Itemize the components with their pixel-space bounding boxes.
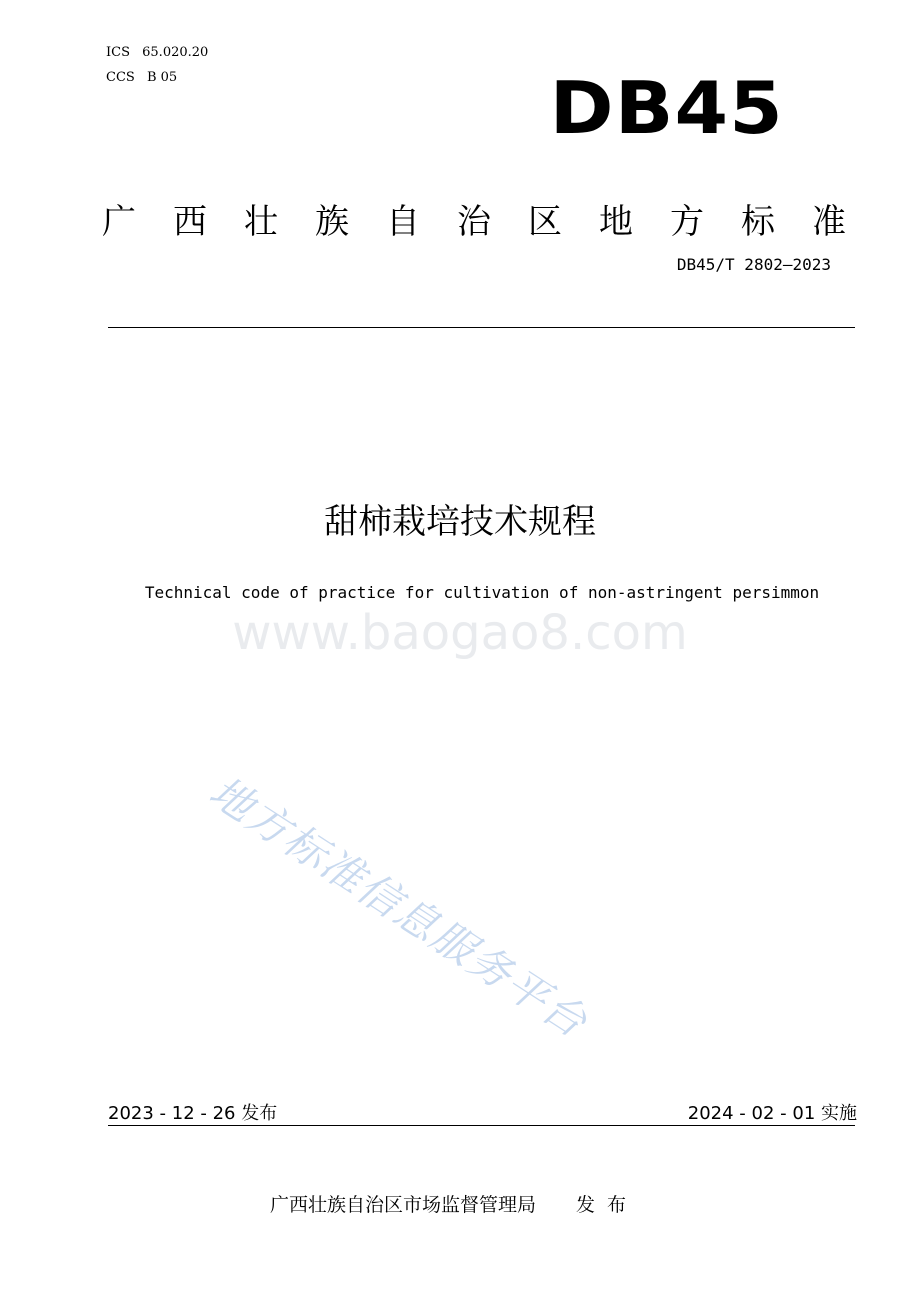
category-char: 标 <box>741 202 775 242</box>
publisher <box>270 1190 638 1217</box>
watermark-diagonal: 地方标准信息服务平台 <box>200 766 597 1048</box>
document-title-en: Technical code of practice for cultivation of non-astringent persimmon <box>144 583 820 602</box>
standard-number: DB45/T 2802—2023 <box>676 255 831 274</box>
ics-value: 65.020.20 <box>142 45 209 60</box>
publish-label: 发布 <box>576 1194 639 1216</box>
category-char: 方 <box>670 202 704 242</box>
issue-date: 2023 - 12 - 26 发布 <box>108 1103 278 1124</box>
header-divider <box>108 327 855 328</box>
publisher-name: 广西壮族自治区市场监督管理局 <box>270 1194 537 1216</box>
category-char: 西 <box>173 202 207 242</box>
category-char: 区 <box>528 202 562 242</box>
ccs-label: CCS <box>106 70 135 85</box>
implement-date: 2024 - 02 - 01 实施 <box>687 1103 857 1124</box>
footer-divider <box>108 1125 855 1126</box>
category-char: 治 <box>457 202 491 242</box>
category-char: 族 <box>315 202 349 242</box>
ics-label: ICS <box>106 45 130 60</box>
standard-category <box>102 202 846 242</box>
category-char: 壮 <box>244 202 278 242</box>
category-char: 自 <box>386 202 420 242</box>
standard-code-logo: DB45 <box>549 66 784 150</box>
ccs-value: B 05 <box>146 70 178 85</box>
watermark-url: www.baogao8.com <box>232 605 688 661</box>
document-title-zh: 甜柿栽培技术规程 <box>324 502 596 542</box>
ics-classification <box>106 45 208 60</box>
category-char: 地 <box>599 202 633 242</box>
ccs-classification <box>106 70 177 85</box>
category-char: 广 <box>102 202 136 242</box>
category-char: 准 <box>812 202 846 242</box>
